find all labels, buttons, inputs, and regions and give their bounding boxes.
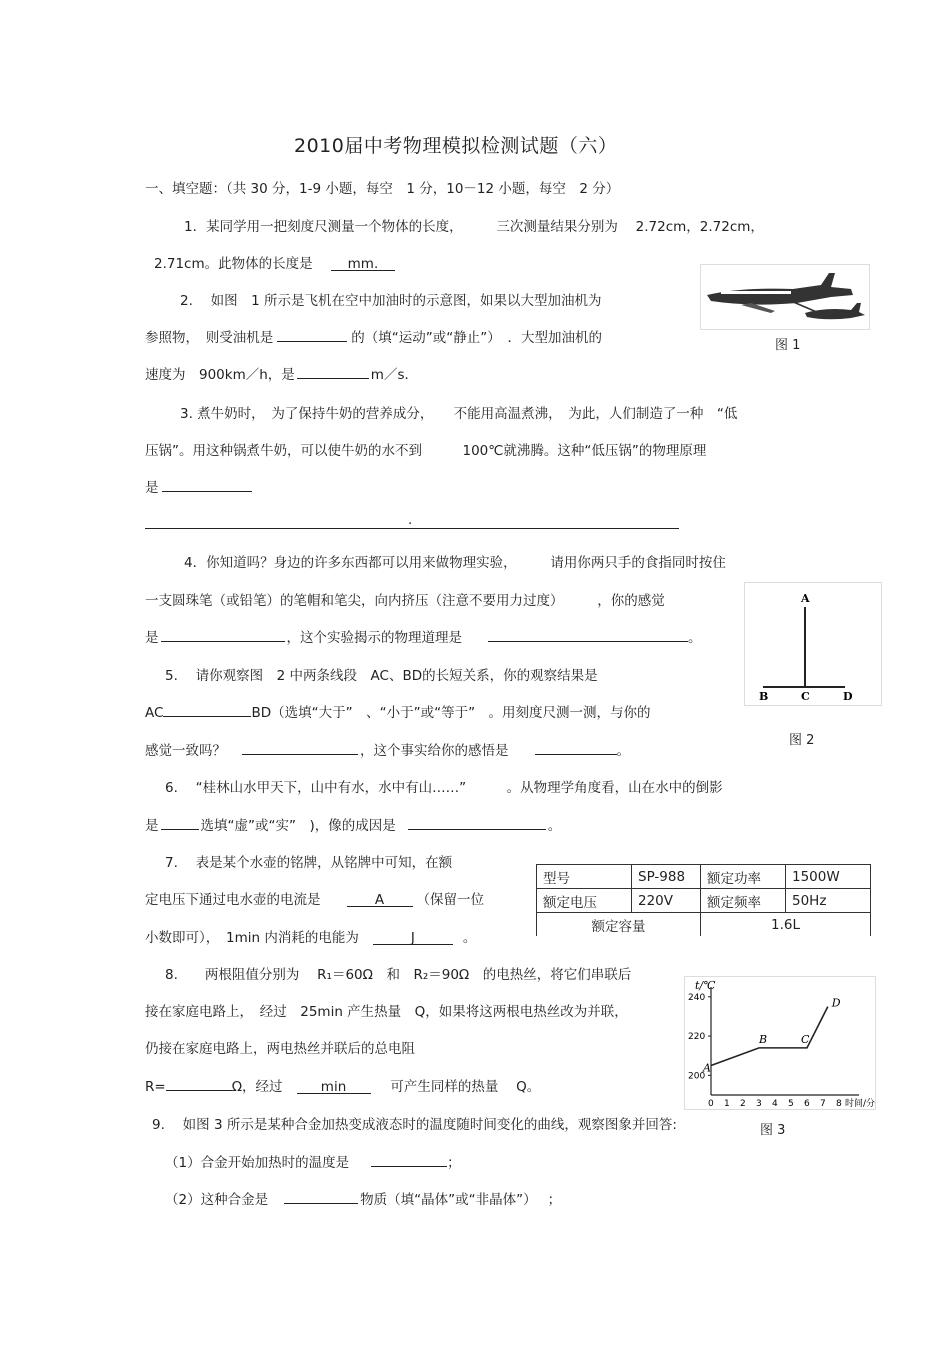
x-tick-label: 3 bbox=[756, 1099, 762, 1109]
q4-line3 bbox=[145, 626, 702, 646]
q7-blank-1[interactable]: A bbox=[347, 892, 413, 907]
q9-sub1 bbox=[165, 1151, 461, 1171]
q9-text: （1）合金开始加热时的温度是 bbox=[165, 1155, 350, 1171]
x-tick-label: 8 bbox=[836, 1099, 842, 1109]
q1-line2 bbox=[154, 252, 395, 272]
q5-blank-3[interactable] bbox=[535, 740, 617, 755]
q4-text: 是 bbox=[145, 630, 159, 646]
table-row bbox=[537, 889, 871, 913]
q1-text: 2.71cm。此物体的长度是 bbox=[154, 256, 313, 272]
segments-diagram bbox=[745, 583, 881, 705]
temperature-time-chart bbox=[685, 977, 875, 1109]
q7-text-b: （保留一位 bbox=[416, 892, 484, 908]
airplane-refuel-illustration bbox=[701, 265, 869, 329]
table-cell: 额定电压 bbox=[537, 889, 632, 913]
q2-blank-1[interactable] bbox=[277, 327, 347, 342]
q6-text: 是 bbox=[145, 818, 159, 834]
table-row bbox=[537, 865, 871, 889]
q5-line3 bbox=[145, 739, 630, 759]
q4-blank-1[interactable] bbox=[161, 627, 285, 642]
q5-text-e: 。 bbox=[616, 743, 630, 759]
table-cell: 额定功率 bbox=[701, 865, 786, 889]
q3-line2: 压锅”。用这种锅煮牛奶，可以使牛奶的水不到 100℃就沸腾。这种“低压锅”的物理原理 bbox=[145, 443, 707, 459]
q5-text-b: BD（选填“大于” 、“小于”或“等于” 。用刻度尺测一测，与你的 bbox=[251, 705, 651, 721]
q8-line2: 接在家庭电路上， 经过 25min 产生热量 Q，如果将这两根电热丝改为并联， bbox=[145, 1004, 628, 1020]
chart-ylabel: t/℃ bbox=[695, 979, 716, 992]
q3-line3 bbox=[145, 476, 252, 496]
table-cell: 1500W bbox=[786, 865, 871, 889]
x-tick-label: 4 bbox=[772, 1099, 778, 1109]
table-cell: 220V bbox=[632, 889, 701, 913]
q2-text-c: 速度为 900km／h，是 bbox=[145, 367, 295, 383]
q5-line1: 5. 请你观察图 2 中两条线段 AC、BD的长短关系，你的观察结果是 bbox=[165, 668, 598, 684]
label-a: A bbox=[801, 592, 810, 605]
q7-line1: 7. 表是某个水壶的铭牌，从铭牌中可知，在额 bbox=[165, 855, 453, 871]
q5-blank-2[interactable] bbox=[242, 740, 358, 755]
x-tick-label: 2 bbox=[740, 1099, 746, 1109]
label-b: B bbox=[759, 690, 769, 703]
q6-text-c: 。 bbox=[547, 818, 562, 834]
q7-blank-2[interactable]: J bbox=[373, 930, 453, 945]
temperature-line bbox=[711, 1007, 828, 1066]
point-label: A bbox=[703, 1061, 711, 1075]
q9-text-b: ； bbox=[447, 1155, 461, 1171]
q7-text: 定电压下通过电水壶的电流是 bbox=[145, 892, 321, 908]
q9-line1: 9. 如图 3 所示是某种合金加热变成液态时的温度随时间变化的曲线，观察图象并回答: bbox=[152, 1117, 677, 1133]
figure-1-airplane bbox=[700, 264, 870, 330]
x-tick-label: 1 bbox=[724, 1099, 730, 1109]
q5-text: AC bbox=[145, 705, 164, 721]
x-tick-label: 0 bbox=[708, 1099, 714, 1109]
q3-line1: 3. 煮牛奶时， 为了保持牛奶的营养成分， 不能用高温煮沸， 为此，人们制造了一种 “低 bbox=[180, 406, 738, 422]
q1-line1: 1．某同学用一把刻度尺测量一个物体的长度， 三次测量结果分别为 2.72cm，2.72cm， bbox=[184, 219, 764, 235]
q6-blank-1[interactable] bbox=[161, 815, 199, 830]
table-cell: 1.6L bbox=[701, 913, 871, 937]
q2-text: 参照物， 则受油机是 bbox=[145, 330, 274, 346]
q6-line2 bbox=[145, 814, 561, 834]
y-tick-label: 200 bbox=[688, 1071, 706, 1082]
q9-blank-2[interactable] bbox=[284, 1189, 358, 1204]
q8-text: R= bbox=[145, 1079, 166, 1095]
x-tick-label: 6 bbox=[804, 1099, 810, 1109]
q2-line2 bbox=[145, 326, 602, 346]
q2-line3 bbox=[145, 363, 418, 383]
page-title: 2010届中考物理模拟检测试题（六） bbox=[294, 135, 618, 157]
q2-text-d: m／s． bbox=[370, 367, 418, 383]
q7-line3 bbox=[145, 926, 476, 946]
q8-text-c: 可产生同样的热量 Q。 bbox=[372, 1079, 541, 1095]
figure-2-caption: 图 2 bbox=[789, 733, 815, 748]
q8-line3: 仍接在家庭电路上，两电热丝并联后的总电阻 bbox=[145, 1041, 415, 1057]
figure-3-caption: 图 3 bbox=[760, 1123, 786, 1138]
q4-line1: 4．你知道吗？身边的许多东西都可以用来做物理实验， 请用你两只手的食指同时按住 bbox=[184, 555, 726, 571]
table-row bbox=[537, 913, 871, 937]
y-tick-label: 220 bbox=[688, 1032, 706, 1043]
label-d: D bbox=[843, 690, 853, 703]
q3-dot: . bbox=[408, 512, 413, 528]
q2-text-b: 的（填“运动”或“静止”） ．大型加油机的 bbox=[351, 330, 602, 346]
figure-2-lines bbox=[744, 582, 882, 706]
q5-line2 bbox=[145, 701, 651, 721]
q6-blank-2[interactable] bbox=[408, 815, 546, 830]
q7-line2 bbox=[145, 888, 484, 908]
q8-text-b: Ω，经过 bbox=[231, 1079, 283, 1095]
table-cell: SP-988 bbox=[632, 865, 701, 889]
q4-text-c: 。 bbox=[688, 630, 702, 646]
x-axis-label: 时间/分 bbox=[845, 1099, 875, 1109]
q4-blank-2[interactable] bbox=[488, 627, 688, 642]
label-c: C bbox=[801, 690, 810, 703]
q9-sub2 bbox=[165, 1188, 561, 1208]
q7-text-c: 小数即可）， 1min 内消耗的电能为 bbox=[145, 930, 359, 946]
q7-text-d: 。 bbox=[462, 930, 477, 946]
q8-line4 bbox=[145, 1075, 540, 1095]
table-cell: 额定频率 bbox=[701, 889, 786, 913]
x-tick-label: 5 bbox=[788, 1099, 794, 1109]
section-heading: 一、填空题：（共 30 分，1-9 小题，每空 1 分，10－12 小题，每空 2 分） bbox=[145, 181, 620, 197]
kettle-nameplate-table bbox=[536, 864, 871, 936]
q9-text-c: （2）这种合金是 bbox=[165, 1192, 269, 1208]
y-tick-label: 240 bbox=[688, 992, 706, 1003]
q8-blank-1[interactable] bbox=[166, 1076, 232, 1091]
figure-3-chart bbox=[684, 976, 876, 1110]
q4-line2: 一支圆珠笔（或铅笔）的笔帽和笔尖，向内挤压（注意不要用力过度） ，你的感觉 bbox=[145, 593, 665, 609]
q8-blank-2[interactable]: min bbox=[297, 1079, 371, 1094]
q9-blank-1[interactable] bbox=[371, 1152, 447, 1167]
q1-answer-blank[interactable]: mm. bbox=[331, 256, 395, 271]
q9-text-d: 物质（填“晶体”或“非晶体”） ； bbox=[360, 1192, 562, 1208]
q3-text: 是 bbox=[145, 480, 159, 496]
q2-line1: 2. 如图 1 所示是飞机在空中加油时的示意图，如果以大型加油机为 bbox=[180, 293, 602, 309]
table-cell: 型号 bbox=[537, 865, 632, 889]
q5-text-d: ，这个事实给你的感悟是 bbox=[360, 743, 509, 759]
table-cell: 50Hz bbox=[786, 889, 871, 913]
table-cell: 额定容量 bbox=[537, 913, 701, 937]
x-tick-label: 7 bbox=[820, 1099, 826, 1109]
q4-text-b: ，这个实验揭示的物理道理是 bbox=[286, 630, 462, 646]
q6-text-b: 选填“虚”或“实” )，像的成因是 bbox=[200, 818, 396, 834]
point-label: B bbox=[759, 1032, 768, 1046]
figure-1-caption: 图 1 bbox=[775, 338, 801, 353]
point-label: C bbox=[801, 1032, 810, 1046]
q5-blank-1[interactable] bbox=[163, 702, 251, 717]
q3-blank-1[interactable] bbox=[162, 477, 252, 492]
q2-blank-2[interactable] bbox=[297, 364, 369, 379]
q8-line1: 8. 两根阻值分别为 R₁＝60Ω 和 R₂＝90Ω 的电热丝，将它们串联后 bbox=[165, 967, 632, 983]
q6-line1: 6. “桂林山水甲天下，山中有水，水中有山……” 。从物理学角度看，山在水中的倒影 bbox=[165, 780, 723, 796]
q5-text-c: 感觉一致吗？ bbox=[145, 743, 226, 759]
point-label: D bbox=[831, 996, 841, 1010]
